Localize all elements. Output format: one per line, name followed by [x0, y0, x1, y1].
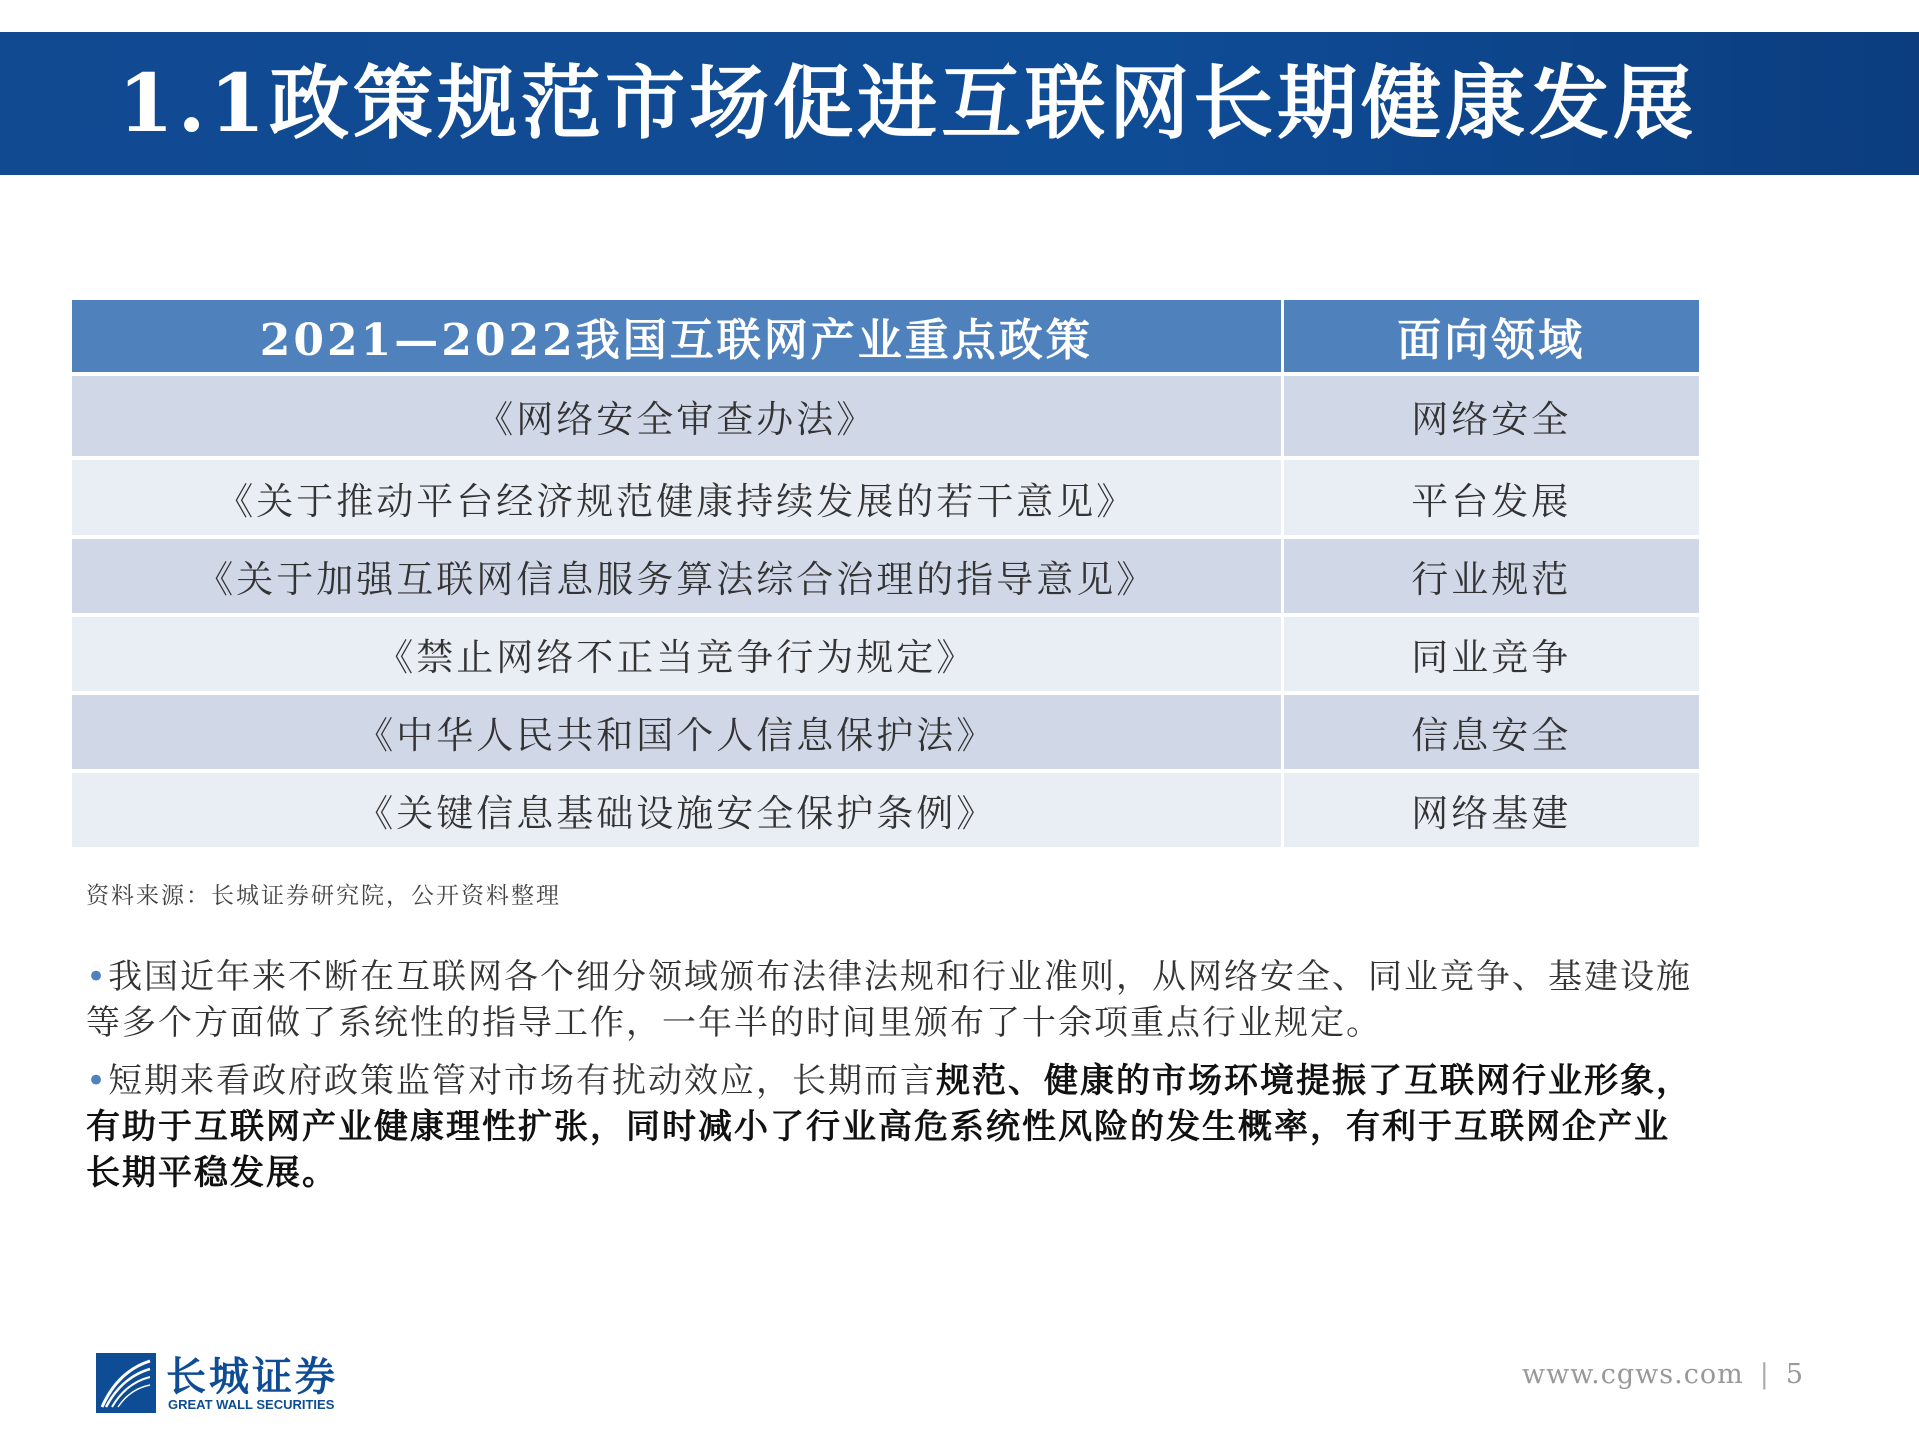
title-bar: [0, 32, 1919, 175]
field-cell: 网络安全: [1282, 374, 1699, 458]
policy-cell: 《中华人民共和国个人信息保护法》: [72, 693, 1282, 771]
page-number: 5: [1785, 1359, 1804, 1390]
table-header-row: [72, 300, 1699, 374]
table-row: [72, 374, 1699, 458]
policy-cell: 《关于加强互联网信息服务算法综合治理的指导意见》: [72, 537, 1282, 615]
table-row: [72, 693, 1699, 771]
bullet-text-bold: 规范、健康的市场环境提振了互联网行业形象，有助于互联网产业健康理性扩张，同时减小了行业高危系统性风险的发生概率，有利于互联网企产业长期平稳发展。: [86, 1061, 1693, 1193]
bullet-list: [86, 954, 1696, 1208]
table-row: [72, 771, 1699, 849]
field-cell: 平台发展: [1282, 458, 1699, 537]
bullet-text: 我国近年来不断在互联网各个细分领域颁布法律法规和行业准则，从网络安全、同业竞争、基建设施等多个方面做了系统性的指导工作，一年半的时间里颁布了十余项重点行业规定。: [86, 957, 1693, 1043]
table-row: [72, 615, 1699, 693]
logo-name-cn: 长城证券: [166, 1353, 338, 1400]
bullet-dot-icon: •: [86, 957, 109, 997]
policy-cell: 《禁止网络不正当竞争行为规定》: [72, 615, 1282, 693]
footer-separator: |: [1759, 1359, 1770, 1390]
source-note: 资料来源：长城证券研究院，公开资料整理: [86, 883, 561, 909]
table-row: [72, 458, 1699, 537]
policy-table: [72, 300, 1699, 851]
header-field: 面向领域: [1282, 300, 1699, 374]
footer: [1522, 1359, 1804, 1390]
footer-website: www.cgws.com: [1522, 1359, 1744, 1390]
page-title: 1.1政策规范市场促进互联网长期健康发展: [118, 56, 1698, 150]
bullet-item: [86, 1058, 1696, 1196]
field-cell: 网络基建: [1282, 771, 1699, 849]
bullet-item: [86, 954, 1696, 1046]
field-cell: 同业竞争: [1282, 615, 1699, 693]
bullet-text: 短期来看政府政策监管对市场有扰动效应，长期而言: [108, 1061, 937, 1101]
header-policy: 2021—2022我国互联网产业重点政策: [72, 300, 1282, 374]
logo-name-en: GREAT WALL SECURITIES: [168, 1397, 335, 1412]
bullet-dot-icon: •: [86, 1061, 109, 1101]
great-wall-logo-icon: [96, 1353, 156, 1413]
policy-cell: 《关键信息基础设施安全保护条例》: [72, 771, 1282, 849]
table-row: [72, 537, 1699, 615]
field-cell: 行业规范: [1282, 537, 1699, 615]
policy-cell: 《网络安全审查办法》: [72, 374, 1282, 458]
policy-cell: 《关于推动平台经济规范健康持续发展的若干意见》: [72, 458, 1282, 537]
company-logo: [96, 1345, 356, 1415]
field-cell: 信息安全: [1282, 693, 1699, 771]
